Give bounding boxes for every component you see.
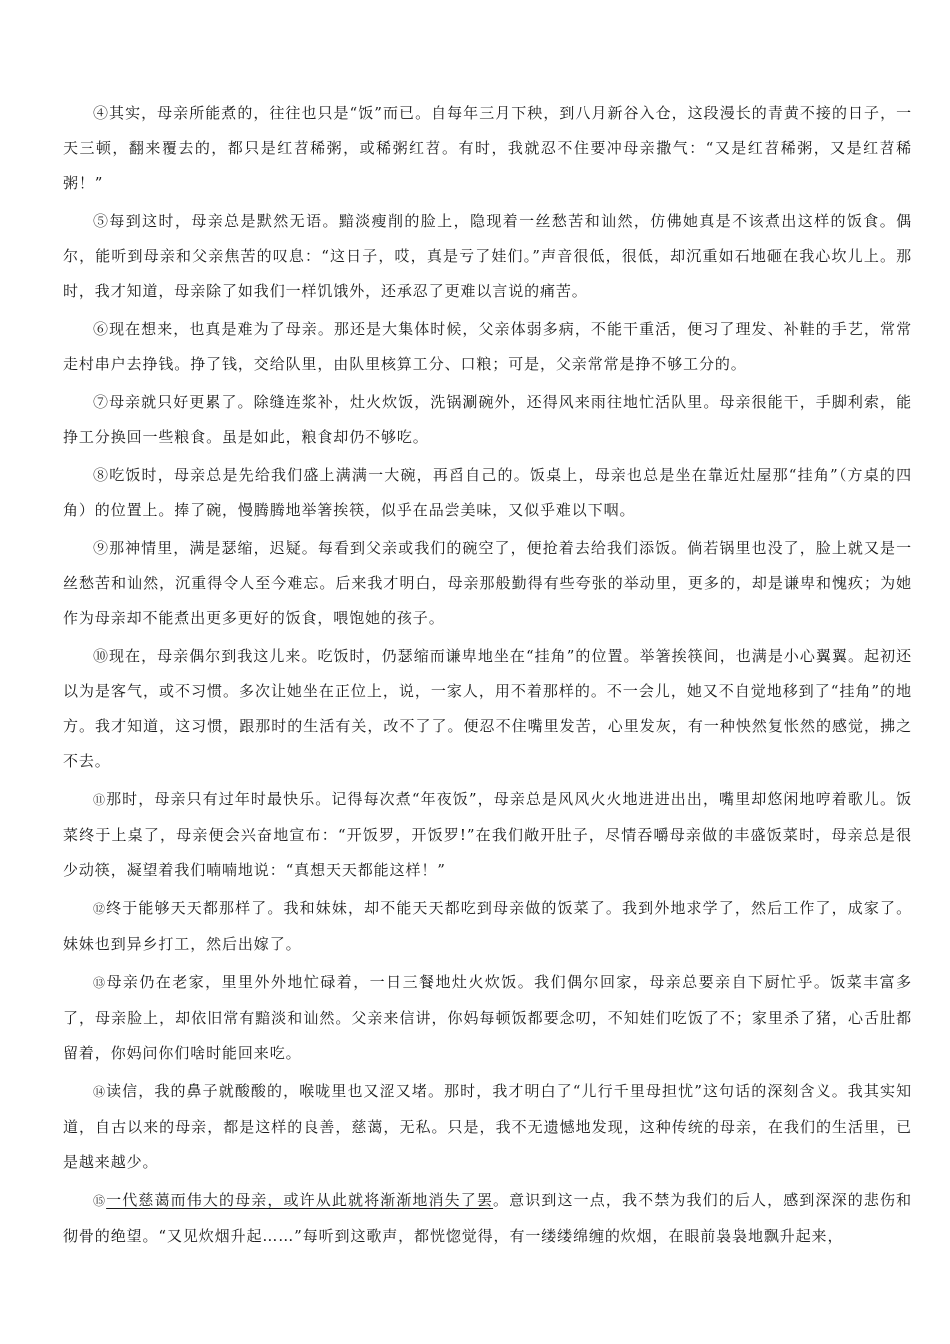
paragraph-number: ④	[93, 104, 110, 122]
paragraph-text: 。意识到这一点，我不禁为我们的后人，感到深深的悲伤和彻骨的绝望。“又见炊烟升起……”每听到这歌声，都恍惚觉得，有一缕缕绵缠的炊烟，在眼前袅袅地飘升起来，	[63, 1191, 912, 1245]
paragraph-7	[63, 385, 912, 455]
paragraph-number: ⑨	[93, 539, 110, 557]
paragraph-11	[63, 782, 912, 888]
underlined-sentence: 一代慈蔼而伟大的母亲，或许从此就将渐渐地消失了罢	[106, 1191, 494, 1209]
paragraph-text: 其实，母亲所能煮的，往往也只是“饭”而已。自每年三月下秧，到八月新谷入仓，这段漫长的青黄不接的日子，一天三顿，翻来覆去的，都只是红苕稀粥，或稀粥红苕。有时，我就忍不住要冲母亲撒气：“又是红苕稀粥，又是红苕稀粥！”	[63, 104, 912, 192]
paragraph-number: ⑧	[93, 466, 110, 484]
paragraph-text: 读信，我的鼻子就酸酸的，喉咙里也又涩又堵。那时，我才明白了“儿行千里母担忧”这句话的深刻含义。我其实知道，自古以来的母亲，都是这样的良善，慈蔼，无私。只是，我不无遗憾地发现，这种传统的母亲，在我们的生活里，已是越来越少。	[63, 1082, 912, 1171]
paragraph-number: ⑦	[93, 393, 110, 411]
paragraph-text: 终于能够天天都那样了。我和妹妹，却不能天天都吃到母亲做的饭菜了。我到外地求学了，然后工作了，成家了。妹妹也到异乡打工，然后出嫁了。	[63, 899, 912, 953]
paragraph-text: 吃饭时，母亲总是先给我们盛上满满一大碗，再舀自己的。饭桌上，母亲也总是坐在靠近灶屋那“挂角”（方桌的四角）的位置上。捧了碗，慢腾腾地举箸挨筷，似乎在品尝美味，又似乎难以下咽。	[63, 466, 912, 519]
paragraph-number: ⑤	[93, 212, 110, 230]
paragraph-text: 那时，母亲只有过年时最快乐。记得每次煮“年夜饭”，母亲总是风风火火地进进出出，嘴里却悠闲地哼着歌儿。饭菜终于上桌了，母亲便会兴奋地宣布：“开饭罗，开饭罗!”在我们敞开肚子，尽情吞嚼母亲做的丰盛饭菜时，母亲总是很少动筷，凝望着我们喃喃地说：“真想天天都能这样！”	[63, 790, 912, 879]
paragraph-text: 现在想来，也真是难为了母亲。那还是大集体时候，父亲体弱多病，不能干重活，便习了理发、补鞋的手艺，常常走村串户去挣钱。挣了钱，交给队里，由队里核算工分、口粮；可是，父亲常常是挣不够工分的。	[63, 320, 912, 373]
paragraph-text: 现在，母亲偶尔到我这儿来。吃饭时，仍瑟缩而谦卑地坐在“挂角”的位置。举箸挨筷间，也满是小心翼翼。起初还以为是客气，或不习惯。多次让她坐在正位上，说，一家人，用不着那样的。不一会儿，她又不自觉地移到了“挂角”的地方。我才知道，这习惯，跟那时的生活有关，改不了了。便忍不住嘴里发苦，心里发灰，有一种怏然复怅然的感觉，拂之不去。	[63, 647, 912, 770]
paragraph-text: 每到这时，母亲总是默然无语。黯淡瘦削的脸上，隐现着一丝愁苦和讪然，仿佛她真是不该煮出这样的饭食。偶尔，能听到母亲和父亲焦苦的叹息：“这日子，哎，真是亏了娃们。”声音很低，很低，却沉重如石地砸在我心坎儿上。那时，我才知道，母亲除了如我们一样饥饿外，还承忍了更难以言说的痛苦。	[63, 212, 912, 300]
paragraph-10	[63, 639, 912, 779]
paragraph-number: ⑬	[93, 976, 107, 990]
paragraph-6	[63, 312, 912, 382]
paragraph-14	[63, 1074, 912, 1180]
paragraph-9	[63, 531, 912, 636]
paragraph-5	[63, 204, 912, 309]
paragraph-4	[63, 96, 912, 201]
paragraph-number: ⑮	[93, 1194, 107, 1208]
paragraph-number: ⑩	[93, 647, 110, 665]
paragraph-13	[63, 965, 912, 1071]
paragraph-12	[63, 891, 912, 962]
paragraph-text: 母亲仍在老家，里里外外地忙碌着，一日三餐地灶火炊饭。我们偶尔回家，母亲总要亲自下厨忙乎。饭菜丰富多了，母亲脸上，却依旧常有黯淡和讪然。父亲来信讲，你妈每顿饭都要念叨，不知娃们吃饭了不；家里杀了猪，心舌肚都留着，你妈问你们啥时能回来吃。	[63, 973, 912, 1062]
paragraph-number: ⑫	[93, 902, 107, 916]
paragraph-number: ⑪	[93, 793, 107, 807]
paragraph-text: 母亲就只好更累了。除缝连浆补，灶火炊饭，洗锅涮碗外，还得风来雨往地忙活队里。母亲很能干，手脚利索，能挣工分换回一些粮食。虽是如此，粮食却仍不够吃。	[63, 393, 912, 446]
paragraph-number: ⑭	[93, 1085, 107, 1099]
paragraph-number: ⑥	[93, 320, 110, 338]
paragraph-text: 那神情里，满是瑟缩，迟疑。每看到父亲或我们的碗空了，便抢着去给我们添饭。倘若锅里也没了，脸上就又是一丝愁苦和讪然，沉重得令人至今难忘。后来我才明白，母亲那般勤得有些夸张的举动里，更多的，却是谦卑和愧疚；为她作为母亲却不能煮出更多更好的饭食，喂饱她的孩子。	[63, 539, 912, 627]
paragraph-15	[63, 1183, 912, 1254]
paragraph-8	[63, 458, 912, 528]
